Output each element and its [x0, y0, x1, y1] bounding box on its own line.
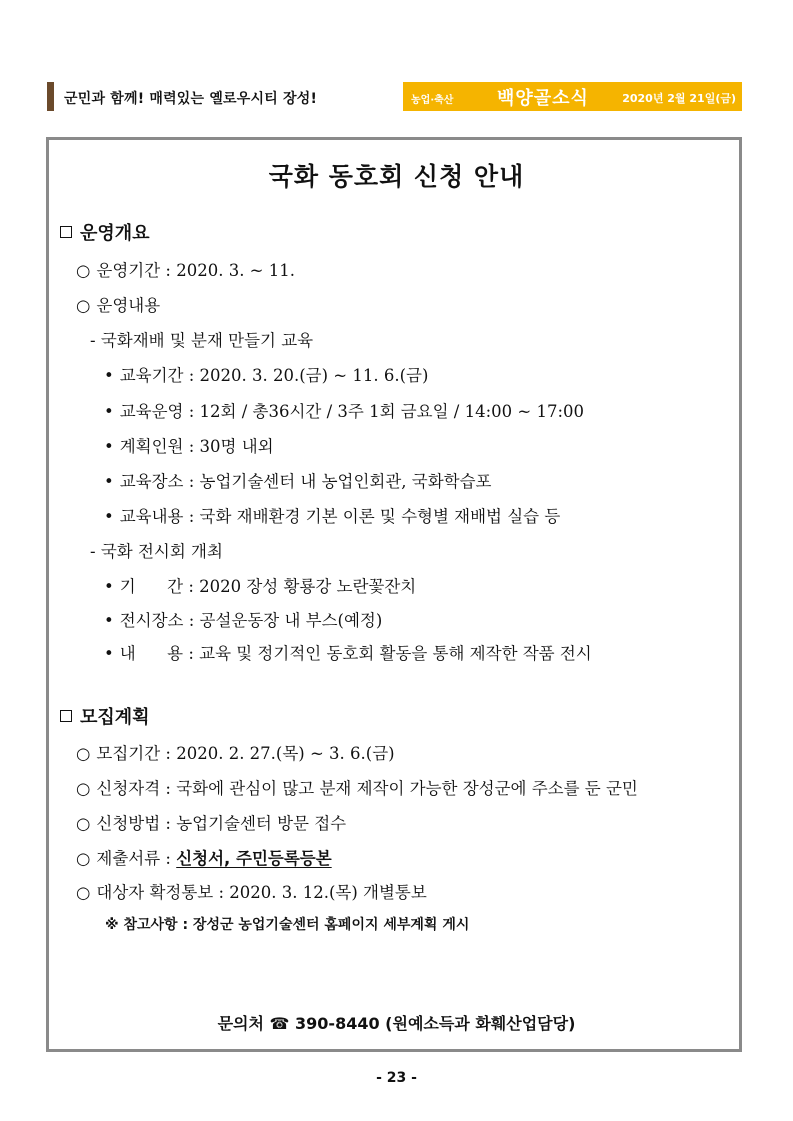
item-text: 전시장소 : 공설운동장 내 부스(예정) [119, 611, 383, 630]
list-item [104, 362, 428, 386]
list-item [104, 468, 491, 492]
item-text: 내 용 : 교육 및 정기적인 동호회 활동을 통해 제작한 작품 전시 [119, 644, 592, 663]
item-text: 교육내용 : 국화 재배환경 기본 이론 및 수형별 재배법 실습 등 [119, 507, 561, 526]
list-item [104, 433, 274, 457]
list-item [104, 573, 416, 597]
list-item [76, 810, 346, 834]
dot-bullet-icon: • [104, 402, 114, 421]
circle-bullet-icon: ○ [76, 744, 91, 763]
list-item [104, 640, 592, 664]
circle-bullet-icon: ○ [76, 883, 91, 902]
item-text: 신청방법 : 농업기술센터 방문 접수 [96, 814, 347, 833]
section-heading-recruitment [60, 703, 150, 729]
item-text: 모집기간 : 2020. 2. 27.(목) ~ 3. 6.(금) [96, 744, 395, 763]
list-item [104, 503, 560, 527]
item-text: 기 간 : 2020 장성 황룡강 노란꽃잔치 [119, 577, 417, 596]
item-text: 계획인원 : 30명 내외 [119, 437, 274, 456]
header-newsletter-banner [403, 82, 742, 111]
square-bullet-icon [60, 710, 72, 722]
header-date: 2020년 2월 21일(금) [622, 92, 736, 105]
list-item [76, 292, 160, 316]
dot-bullet-icon: • [104, 577, 114, 596]
list-item [76, 740, 395, 764]
sub-heading-education: - 국화재배 및 분재 만들기 교육 [90, 331, 314, 350]
list-item [104, 398, 584, 422]
circle-bullet-icon: ○ [76, 849, 91, 868]
section-heading-label: 모집계획 [80, 707, 150, 728]
item-text: 제출서류 : [96, 849, 177, 868]
section-heading-label: 운영개요 [80, 223, 150, 244]
list-item [76, 257, 295, 281]
dot-bullet-icon: • [104, 472, 114, 491]
square-bullet-icon [60, 226, 72, 238]
required-documents: 신청서, 주민등록등본 [176, 849, 332, 868]
item-text: 운영기간 : 2020. 3. ~ 11. [96, 261, 295, 280]
dot-bullet-icon: • [104, 611, 114, 630]
sub-heading-exhibition: - 국화 전시회 개최 [90, 542, 223, 561]
header-category: 농업·축산 [411, 95, 454, 106]
dot-bullet-icon: • [104, 437, 114, 456]
circle-bullet-icon: ○ [76, 814, 91, 833]
circle-bullet-icon: ○ [76, 296, 91, 315]
item-text: 대상자 확정통보 : 2020. 3. 12.(목) 개별통보 [96, 883, 427, 902]
header-accent-bar [47, 82, 54, 111]
item-text: 신청자격 : 국화에 관심이 많고 분재 제작이 가능한 장성군에 주소를 둔 군민 [96, 779, 638, 798]
reference-note: ※ 참고사항 : 장성군 농업기술센터 홈페이지 세부계획 게시 [105, 917, 470, 933]
list-item [76, 879, 427, 903]
circle-bullet-icon: ○ [76, 261, 91, 280]
item-text: 교육운영 : 12회 / 총36시간 / 3주 1회 금요일 / 14:00 ~ 17:00 [119, 402, 585, 421]
list-item [76, 775, 638, 799]
item-text: 교육장소 : 농업기술센터 내 농업인회관, 국화학습포 [119, 472, 492, 491]
circle-bullet-icon: ○ [76, 779, 91, 798]
contact-info: 문의처 ☎ 390-8440 (원예소득과 화훼산업담당) [217, 1014, 576, 1033]
item-text: 운영내용 [96, 296, 161, 315]
header-newsletter-name: 백양골소식 [497, 88, 589, 109]
dot-bullet-icon: • [104, 644, 114, 663]
page-number: - 23 - [376, 1070, 417, 1086]
header-slogan: 군민과 함께! 매력있는 옐로우시티 장성! [64, 91, 318, 107]
section-heading-overview [60, 219, 150, 245]
list-item [104, 607, 382, 631]
item-text: 교육기간 : 2020. 3. 20.(금) ~ 11. 6.(금) [119, 366, 429, 385]
dot-bullet-icon: • [104, 507, 114, 526]
page-title: 국화 동호회 신청 안내 [268, 162, 525, 191]
dot-bullet-icon: • [104, 366, 114, 385]
list-item [76, 845, 332, 869]
